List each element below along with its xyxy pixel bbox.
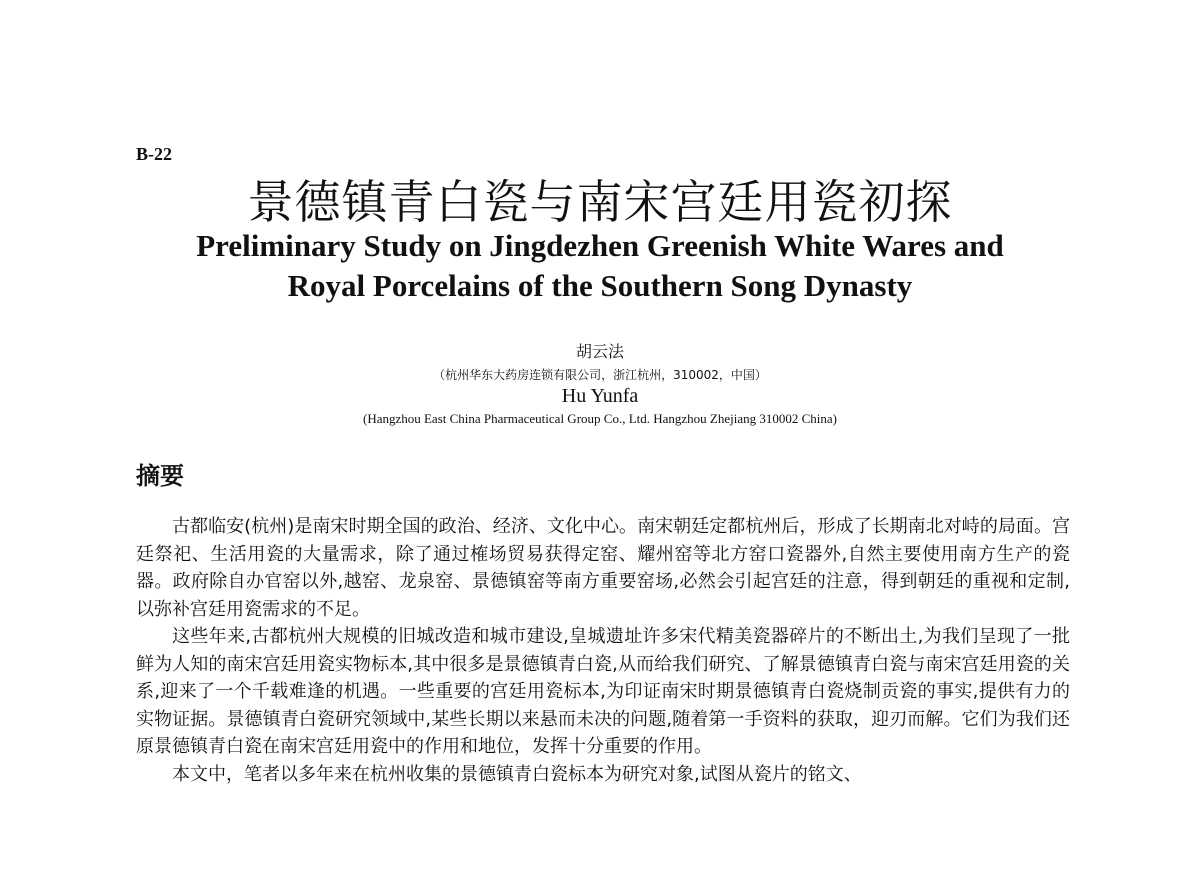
affiliation-english: (Hangzhou East China Pharmaceutical Group Co., Ltd. Hangzhou Zhejiang 310002 China) — [362, 411, 838, 426]
affiliation-chinese: （杭州华东大药房连锁有限公司，浙江杭州，310002，中国） — [433, 368, 767, 382]
abstract-heading: 摘要 — [136, 462, 184, 490]
abstract-paragraph: 古都临安(杭州)是南宋时期全国的政治、经济、文化中心。南宋朝廷定都杭州后，形成了长期南北对峙的局面。宫廷祭祀、生活用瓷的大量需求，除了通过榷场贸易获得定窑、耀州窑等北方窑口瓷器外,自然主要使用南方生产的瓷器。政府除自办官窑以外,越窑、龙泉窑、景德镇窑等南方重要窑场,必然会引起宫廷的注意，得到朝廷的重视和定制,以弥补宫廷用瓷需求的不足。 — [136, 516, 1070, 620]
article-code: B-22 — [136, 144, 172, 164]
abstract-paragraph: 本文中，笔者以多年来在杭州收集的景德镇青白瓷标本为研究对象,试图从瓷片的铭文、 — [172, 763, 862, 785]
author-chinese: 胡云法 — [575, 342, 624, 361]
title-english-line-1: Preliminary Study on Jingdezhen Greenish White Wares and — [196, 228, 1004, 263]
abstract-body — [136, 513, 1070, 788]
title-english — [0, 226, 1200, 306]
abstract-paragraph: 这些年来,古都杭州大规模的旧城改造和城市建设,皇城遗址许多宋代精美瓷器碎片的不断出土,为我们呈现了一批鲜为人知的南宋宫廷用瓷实物标本,其中很多是景德镇青白瓷,从而给我们研究、了解景德镇青白瓷与南宋宫廷用瓷的关系,迎来了一个千载难逢的机遇。一些重要的宫廷用瓷标本,为印证南宋时期景德镇青白瓷烧制贡瓷的事实,提供有力的实物证据。景德镇青白瓷研究领域中,某些长期以来悬而未决的问题,随着第一手资料的获取，迎刃而解。它们为我们还原景德镇青白瓷在南宋宫廷用瓷中的作用和地位，发挥十分重要的作用。 — [136, 626, 1070, 757]
author-english: Hu Yunfa — [561, 385, 639, 407]
title-english-line-2: Royal Porcelains of the Southern Song Dynasty — [287, 268, 913, 303]
title-chinese: 景德镇青白瓷与南宋宫廷用瓷初探 — [247, 175, 953, 229]
